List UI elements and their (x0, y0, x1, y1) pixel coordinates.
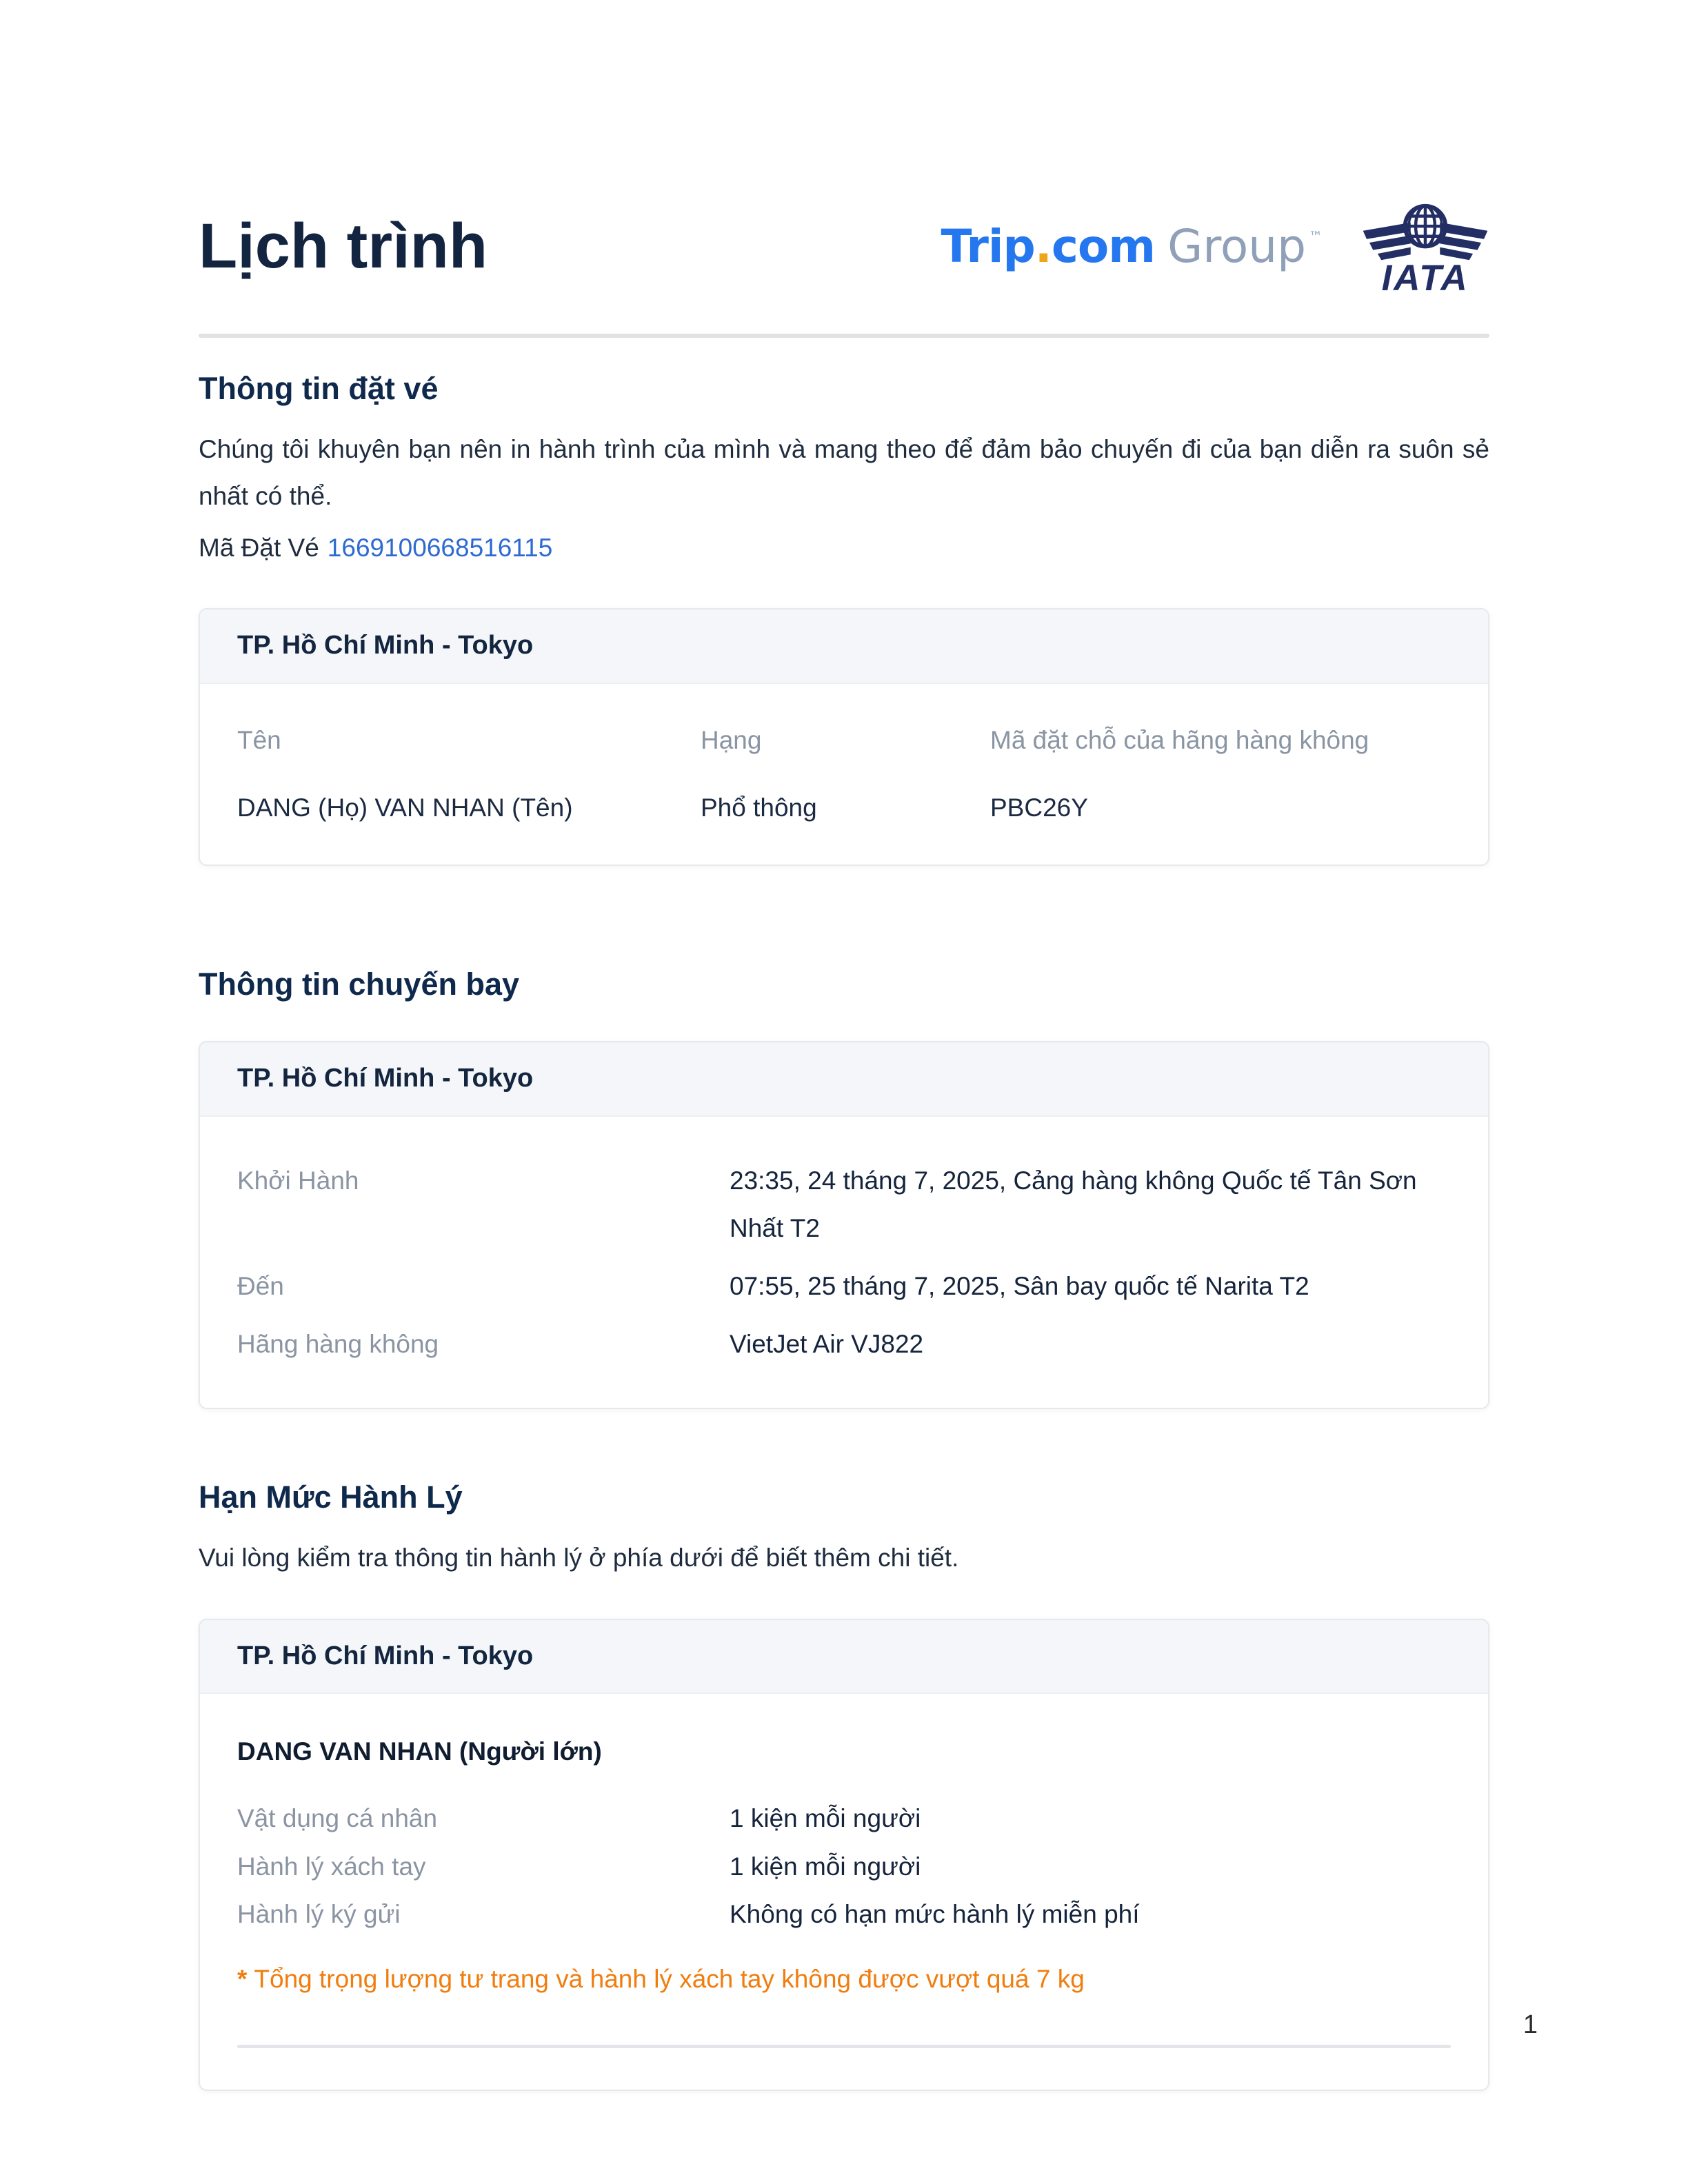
iata-logo-icon (1361, 199, 1489, 295)
page-number: 1 (1523, 2010, 1538, 2039)
booking-section-note: Chúng tôi khuyên bạn nên in hành trình của mình và mang theo để đảm bảo chuyến đi của bạn diễn ra suôn sẻ nhất có thể. (199, 435, 1489, 510)
carry-on-label: Hành lý xách tay (237, 1852, 426, 1881)
trip-logo-trademark: ™ (1309, 228, 1323, 245)
arrival-label: Đến (237, 1271, 284, 1300)
airline-value: VietJet Air VJ822 (730, 1329, 924, 1358)
trip-logo-dot: . (1034, 220, 1052, 273)
departure-label: Khởi Hành (237, 1166, 359, 1195)
booking-code-label: Mã Đặt Vé (199, 533, 319, 562)
column-header-pnr: Mã đặt chỗ của hãng hàng không (990, 725, 1369, 754)
airline-row (237, 1320, 1451, 1368)
booking-code-line (199, 525, 1489, 571)
iata-logo-label: IATA (1381, 258, 1469, 295)
header-logos (941, 199, 1489, 295)
checked-baggage-label: Hành lý ký gửi (237, 1900, 401, 1929)
arrival-row (237, 1262, 1451, 1311)
column-header-name: Tên (237, 725, 281, 754)
booking-card (199, 608, 1489, 866)
flight-card-title: TP. Hồ Chí Minh - Tokyo (200, 1042, 1488, 1117)
baggage-warning-asterisk: * (237, 1964, 248, 1993)
baggage-rows (237, 1794, 1451, 1939)
carry-on-value: 1 kiện mỗi người (730, 1852, 921, 1881)
tripcom-group-logo (941, 220, 1323, 273)
arrival-value: 07:55, 25 tháng 7, 2025, Sân bay quốc tế Narita T2 (730, 1271, 1309, 1300)
baggage-warning (237, 1957, 1451, 2003)
baggage-card (199, 1619, 1489, 2092)
personal-item-value: 1 kiện mỗi người (730, 1804, 921, 1833)
cabin-class-cell: Phổ thông (701, 793, 817, 822)
trip-logo-group: Group (1167, 220, 1306, 273)
baggage-card-title: TP. Hồ Chí Minh - Tokyo (200, 1620, 1488, 1695)
baggage-passenger-name: DANG VAN NHAN (Người lớn) (237, 1737, 602, 1766)
flight-info-section (199, 965, 1489, 1409)
baggage-section-note: Vui lòng kiểm tra thông tin hành lý ở phía dưới để biết thêm chi tiết. (199, 1544, 959, 1573)
personal-item-label: Vật dụng cá nhân (237, 1804, 438, 1833)
checked-baggage-row (237, 1890, 1451, 1939)
flight-card (199, 1041, 1489, 1409)
booking-section-heading: Thông tin đặt vé (199, 371, 439, 406)
flight-section-heading: Thông tin chuyến bay (199, 967, 520, 1002)
carry-on-row (237, 1843, 1451, 1891)
personal-item-row (237, 1794, 1451, 1843)
booking-info-section (199, 370, 1489, 866)
header-divider (199, 334, 1489, 338)
airline-pnr-cell: PBC26Y (990, 793, 1088, 822)
trip-logo-word2: com (1051, 220, 1156, 273)
baggage-section-heading: Hạn Mức Hành Lý (199, 1479, 463, 1515)
checked-baggage-value: Không có hạn mức hành lý miễn phí (730, 1900, 1140, 1929)
departure-row (237, 1157, 1451, 1253)
passenger-name-cell: DANG (Họ) VAN NHAN (Tên) (237, 793, 573, 822)
trip-logo-word: Trip (941, 220, 1035, 273)
baggage-warning-text: Tổng trọng lượng tư trang và hành lý xách tay không được vượt quá 7 kg (254, 1964, 1085, 1993)
baggage-allowance-section (199, 1478, 1489, 2091)
page-header (199, 0, 1489, 295)
column-header-class: Hạng (701, 725, 762, 754)
departure-value: 23:35, 24 tháng 7, 2025, Cảng hàng không Quốc tế Tân Sơn Nhất T2 (730, 1166, 1417, 1243)
page-title: Lịch trình (199, 211, 488, 282)
passenger-table (237, 724, 1451, 825)
booking-code-link[interactable]: 1669100668516115 (327, 533, 553, 562)
airline-label: Hãng hàng không (237, 1329, 439, 1358)
booking-card-title: TP. Hồ Chí Minh - Tokyo (200, 609, 1488, 684)
